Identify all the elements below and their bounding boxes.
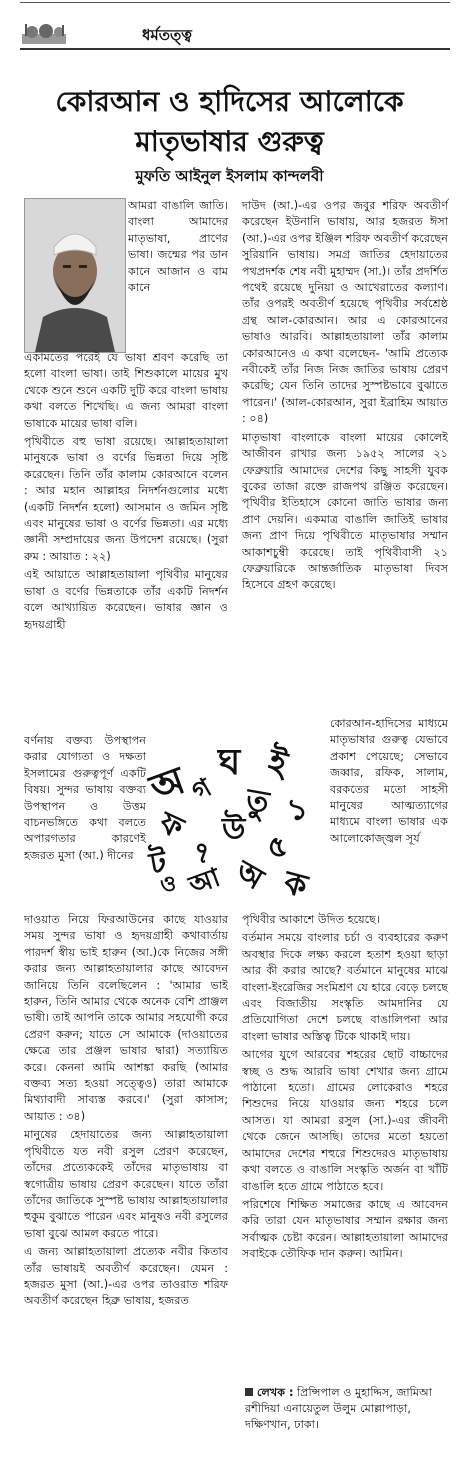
col1-paragraph: পৃথিবীতে বহু ভাষা রয়েছে। আল্লাহতায়ালা মানুষকে ভাষা ও বর্ণের ভিন্নতা দিয়ে সৃষ্টি করেছেন। তিনি তাঁর কালাম কোরআনে বলেন : আর মহান আল্লাহর নিদর্শনগুলোর মধ্যে (একটি নিদর্শন হলো) আসমান ও জমিন সৃষ্টি এবং মানুষের ভাষা ও বর্ণের ভিন্নতা। এর মধ্যে জ্ঞানী সম্প্রদায়ের জন্য উপদেশ রয়েছে। (সুরা রুম : আয়াত : ২২) xyxy=(24,435,228,563)
art-glyph: ৭ xyxy=(187,834,216,872)
col1-paragraph: এ জন্য আল্লাহতায়ালা প্রত্যেক নবীর কিতাব তাঁর ভাষায়ই অবতীর্ণ করেছেন। যেমন : হজরত মুসা (আ.)-এর ওপর তাওরাত শরিফ অবতীর্ণ করেছেন হিব্রু ভাষায়, হজরত xyxy=(24,1245,228,1308)
section-header xyxy=(20,20,450,50)
headline-line2: মাতৃভাষার গুরুত্ব xyxy=(135,125,324,158)
col2-paragraph: মাতৃভাষা বাংলাকে বাংলা মায়ের কোলেই আজীবন রাখার জন্য ১৯৫২ সালের ২১ ফেব্রুয়ারি আমাদের দেশের কিছু সাহসী যুবক বুকের তাজা রক্তে রাজপথ রঞ্জিত করেছেন। পৃথিবীর ইতিহাসে কোনো জাতি ভাষার জন্য প্রাণ দেয়নি। একমাত্র বাঙালি জাতিই ভাষার জন্য প্রাণ দিয়ে পৃথিবীতে মাতৃভাষার সম্মান আকাশচুম্বী করেছে। তাই পৃথিবীবাসী ২১ ফেব্রুয়ারিকে আন্তর্জাতিক মাতৃভাষা দিবস হিসেবে গ্রহণ করেছে। xyxy=(242,430,448,592)
art-glyph: ট xyxy=(146,844,170,883)
art-glyph: ও xyxy=(160,871,177,897)
art-glyph: ফ xyxy=(154,805,189,847)
art-glyph: অ xyxy=(229,853,270,898)
art-glyph: ১ xyxy=(283,790,312,829)
col2-paragraph: আগের যুগে আরবের শহরের ছোট বাচ্চাদের স্বচ্ছ ও শুদ্ধ আরবি ভাষা শেখার জন্য গ্রামে পাঠানো হতো। গ্রামের লোকেরাও শহরে শিশুদের নিয়ে যাওয়ার জন্য শহরে চলে আসত। যা আমরা রসুল (সা.)-এর জীবনী থেকে জেনে আসছি। তাদের মতো হয়তো আমাদের দেশের শহুরে শিশুদেরও মাতৃভাষায় কথা বলতে ও বাঙালি সংস্কৃতি অর্জন বা খাঁটি বাঙালি হতে গ্রামে পাঠাতে হবে। xyxy=(242,1048,448,1193)
art-glyph: আ xyxy=(185,862,225,902)
col2-body-top xyxy=(242,198,448,596)
col1-wrap-text: আমরা বাঙালি জাতি। বাংলা আমাদের মাতৃভাষা, প্রাণের ভাষা। জন্মের পর ডান কানে আজান ও বাম কানে xyxy=(128,199,228,295)
art-glyph: অ xyxy=(144,756,191,811)
col2-wrap-text: কোরআন-হাদিসের মাধ্যমে মাতৃভাষার গুরুত্ব যেভাবে প্রকাশ পেয়েছে; সেভাবে জব্বার, রফিক, সালাম, বরকতের মতো সাহসী মানুষের আত্মত্যাগের মাধ্যমে বাংলা ভাষার এক আলোকোজ্জ্বল সূর্য xyxy=(330,717,448,845)
col2-paragraph: পৃথিবীর আকাশে উদিত হয়েছে। xyxy=(242,913,380,926)
col2-paragraph: পরিশেষে শিক্ষিত সমাজের কাছে এ আবেদন করি তারা যেন মাতৃভাষার সম্মান রক্ষার জন্য সর্বাত্মক চেষ্টা করেন। আল্লাহতায়ালা আমাদের সবাইকে তৌফিক দান করুন। আমিন। xyxy=(242,1197,448,1261)
col2-paragraph: বর্তমান সময়ে বাংলার চর্চা ও ব্যবহারের করুণ অবস্থার দিকে লক্ষ্য করলে হতাশ হওয়া ছাড়া আর কী করার আছে? বর্তমানে মানুষের মাঝে বাংলা-ইংরেজির সংমিশ্রণ যে হারে বেড়ে চলছে এবং বিজাতীয় সংস্কৃতি আমদানির যে প্রতিযোগিতা দেশে চলছে বাঙালিপনা আর বাংলা ভাষার অস্তিত্ব টিকে থাকাই দায়। xyxy=(242,931,448,1043)
author-label: লেখক : xyxy=(257,1386,294,1399)
col2-body-bottom xyxy=(242,912,448,1265)
byline: মুফতি আইনুল ইসলাম কান্দলবী xyxy=(135,167,324,185)
art-glyph: তু xyxy=(243,782,272,821)
section-label: ধর্মতত্ত্ব xyxy=(142,26,192,44)
author-text: প্রিন্সিপাল ও মুহাদ্দিস, জামিআ রশীদিয়া এনায়েতুল উলুম মোল্লাপাড়া, দক্ষিণখান, ঢাকা। xyxy=(245,1386,433,1431)
col1-paragraph: এই আয়াতে আল্লাহতায়ালা পৃথিবীর মানুষের ভাষা ও বর্ণের ভিন্নতাকে তাঁর একটি নিদর্শন বলে আখ্যায়িত করেছেন। ভাষার জ্ঞান ও হৃদয়গ্রাহী xyxy=(24,568,228,631)
art-glyph: ক xyxy=(279,862,312,906)
art-glyph: ৫ xyxy=(261,827,294,868)
headline-line1: কোরআন ও হাদিসের আলোকে xyxy=(55,85,404,118)
col1-paragraph: একামতের পরেই যে ভাষা শ্রবণ করেছি তা হলো বাংলা ভাষা। তাই শিশুকালে মায়ের মুখ থেকে শুনে শুনে একটি দুটি করে বাংলা ভাষায় কথা বলতে শিখেছি। এ জন্য আমরা বাংলা ভাষাকে মায়ের ভাষা বলি। xyxy=(24,351,228,430)
top-rule xyxy=(20,2,450,7)
art-glyph: ঘ xyxy=(218,741,241,783)
col1-paragraph: দাওয়াত নিয়ে ফিরআউনের কাছে যাওয়ার সময় সুন্দর ভাষা ও হৃদয়গ্রাহী কথাবার্তায় পারদর্শ স্বীয় ভাই হারুন (আ.)কে নিজের সঙ্গী করার জন্য আল্লাহতায়ালার কাছে আবেদন জানিয়ে তিনি বলেছিলেন : 'আমার ভাই হারুন, তিনি আমার থেকে অনেক বেশি প্রাঞ্জল ভাষী। তাই আপনি তাকে আমার সহযোগী করে প্রেরণ করুন; যাতে সে আমাকে (দাওয়াতের ক্ষেত্রে তার প্রঞ্জল ভাষার দ্বারা) সত্যায়িত করে। কেননা আমি আশঙ্কা করছি (আমার বক্তব্য সত্য হওয়া সত্ত্বেও) তারা আমাকে মিথ্যাবাদী সাব্যস্ত করবে।' (সুরা কাসাস; আয়াত : ৩৪) xyxy=(24,913,228,1123)
col1-body-top xyxy=(24,350,228,635)
col1-body-bottom xyxy=(24,912,228,1312)
mosque-icon xyxy=(22,22,66,44)
author-note xyxy=(245,1385,455,1433)
author-portrait xyxy=(24,198,126,353)
portrait-drawing xyxy=(25,199,125,352)
col2-paragraph: দাউদ (আ.)-এর ওপর জবুর শরিফ অবতীর্ণ করেছেন ইউনানি ভাষায়, আর হজরত ঈসা (আ.)-এর ওপর ইঞ্জিল শরিফ অবতীর্ণ করেছেন সুরিয়ানি ভাষায়। সমগ্র জাতির হেদায়াতের পথপ্রদর্শক শেষ নবী মুহাম্মদ (সা.)। তাঁর প্রদর্শিত পথেই রয়েছে দুনিয়া ও আখেরাতের কল্যাণ। তাঁর ওপরই অবতীর্ণ হয়েছে পৃথিবীর সর্বশ্রেষ্ঠ গ্রন্থ আল-কোরআন। আর এ কোরআনের ভাষাও আরবি। আল্লাহতায়ালা তাঁর কালাম কোরআনেও এ কথা বলেছেন- 'আমি প্রত্যেক নবীকেই তাঁর নিজ নিজ জাতির ভাষায় প্রেরণ করেছি; যেন তিনি তাদের সুস্পষ্টভাবে বুঝাতে পারেন।' (আল-কোরআন, সুরা ইব্রাহিম আয়াত : ০৪) xyxy=(242,199,448,426)
art-glyph: ই xyxy=(263,741,292,785)
art-glyph: গ xyxy=(187,772,217,808)
art-glyph: উ xyxy=(222,812,246,847)
col1-paragraph: মানুষের হেদায়াতের জন্য আল্লাহতায়ালা পৃথিবীতে যত নবী রসুল প্রেরণ করেছেন, তাঁদের প্রত্যেককেই তাঁদের মাতৃভাষায় বা স্বগোত্রীয় ভাষায় প্রেরণ করেছেন। যাতে তাঁরা তাঁদের জাতিকে সুস্পষ্ট ভাষায় আল্লাহতায়ালার হুকুম বুঝাতে পারেন এবং মানুষও নবী রসুলের ভাষা বুঝে আমল করতে পারে। xyxy=(24,1128,228,1240)
bullet-icon xyxy=(245,1388,253,1396)
bengali-letters-artwork xyxy=(144,735,318,906)
col1-wrap-text-2: বর্ণনায় বক্তব্য উপস্থাপন করার যোগ্যতা ও দক্ষতা ইসলামের গুরুত্বপূর্ণ একটি বিষয়। সুন্দর ভাষায় বক্তব্য উপস্থাপন ও উত্তম বাচনভঙ্গিতে কথা বলতে অপারগতার কারণেই হজরত মুসা (আ.) দীনের xyxy=(24,734,146,862)
